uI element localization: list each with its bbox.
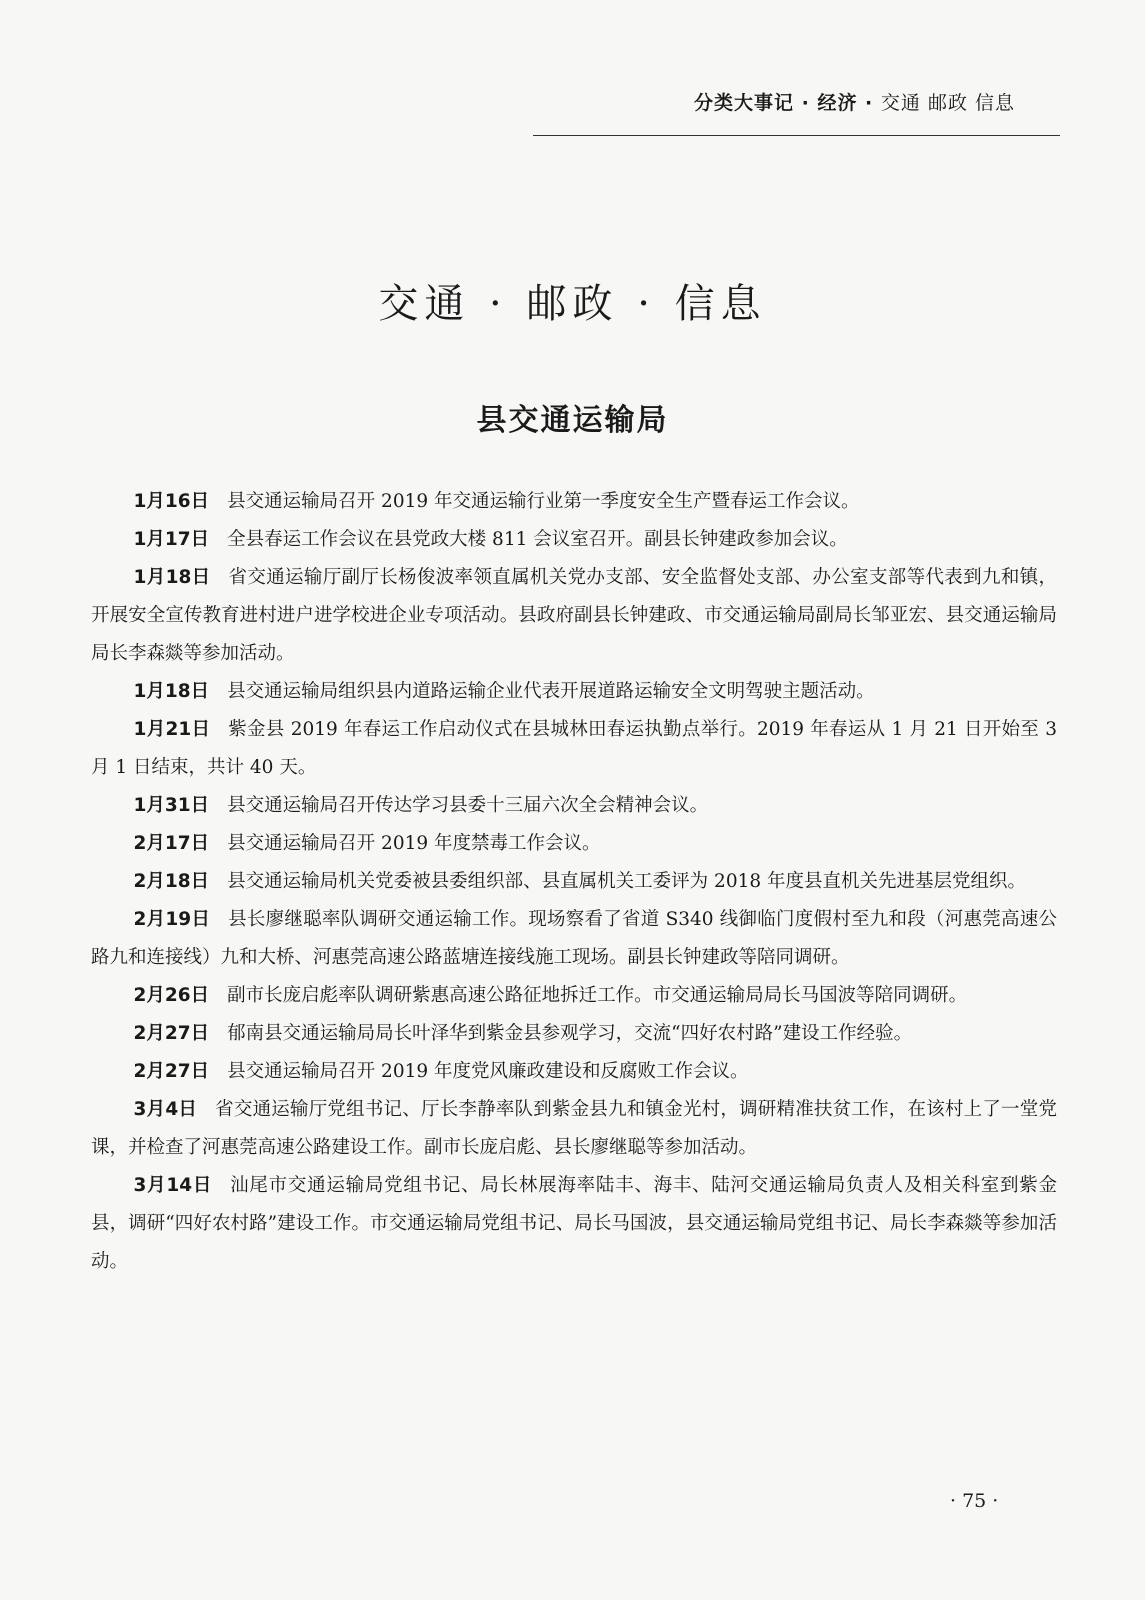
- entry-text: 县交通运输局召开传达学习县委十三届六次全会精神会议。: [227, 795, 709, 816]
- chronicle-entry: [91, 1091, 1057, 1167]
- running-header-section: 交通 邮政 信息: [880, 92, 1015, 114]
- entry-date: 1月16日: [133, 491, 210, 512]
- entry-text: 县交通运输局召开 2019 年度党风廉政建设和反腐败工作会议。: [227, 1061, 749, 1082]
- entry-date: 3月14日: [133, 1175, 213, 1196]
- chronicle-entry: [91, 863, 1057, 901]
- chronicle-entry: [91, 1053, 1057, 1091]
- entry-text: 全县春运工作会议在县党政大楼 811 会议室召开。副县长钟建政参加会议。: [227, 529, 848, 550]
- chronicle-entry: [91, 787, 1057, 825]
- entry-text: 县交通运输局机关党委被县委组织部、县直属机关工委评为 2018 年度县直机关先进基层党组织。: [227, 871, 1027, 892]
- entry-date: 2月27日: [133, 1061, 210, 1082]
- chronicle-entry: [91, 483, 1057, 521]
- entry-date: 1月31日: [133, 795, 210, 816]
- running-header-category: 分类大事记 · 经济 ·: [694, 92, 881, 114]
- entry-text: 县长廖继聪率队调研交通运输工作。现场察看了省道 S340 线御临门度假村至九和段（河惠莞高速公路九和连接线）九和大桥、河惠莞高速公路蓝塘连接线施工现场。副县长钟建政等陪同调研。: [91, 909, 1057, 968]
- entry-date: 2月19日: [133, 909, 211, 930]
- chronicle-entry: [91, 1167, 1057, 1281]
- page-number: · 75 ·: [950, 1490, 999, 1512]
- entry-date: 1月18日: [133, 567, 211, 588]
- entry-date: 2月27日: [133, 1023, 210, 1044]
- entry-text: 县交通运输局召开 2019 年度禁毒工作会议。: [227, 833, 601, 854]
- entry-text: 汕尾市交通运输局党组书记、局长林展海率陆丰、海丰、陆河交通运输局负责人及相关科室到紫金县，调研“四好农村路”建设工作。市交通运输局党组书记、局长马国波，县交通运输局党组书记、局长李森燚等参加活动。: [91, 1175, 1057, 1272]
- sub-title: 县交通运输局: [476, 403, 669, 438]
- entry-text: 省交通运输厅党组书记、厅长李静率队到紫金县九和镇金光村，调研精准扶贫工作，在该村上了一堂党课，并检查了河惠莞高速公路建设工作。副市长庞启彪、县长廖继聪等参加活动。: [91, 1099, 1057, 1158]
- chronicle-entry: [91, 711, 1057, 787]
- entry-text: 省交通运输厅副厅长杨俊波率领直属机关党办支部、安全监督处支部、办公室支部等代表到九和镇，开展安全宣传教育进村进户进学校进企业专项活动。县政府副县长钟建政、市交通运输局副局长邹亚宏、县交通运输局局长李森燚等参加活动。: [91, 567, 1057, 664]
- entry-date: 2月18日: [133, 871, 210, 892]
- chronicle-entries: [91, 483, 1057, 1281]
- chronicle-entry: [91, 825, 1057, 863]
- chronicle-entry: [91, 559, 1057, 673]
- chronicle-entry: [91, 977, 1057, 1015]
- entry-text: 郁南县交通运输局局长叶泽华到紫金县参观学习，交流“四好农村路”建设工作经验。: [227, 1023, 913, 1044]
- entry-date: 1月21日: [133, 719, 211, 740]
- chronicle-entry: [91, 1015, 1057, 1053]
- running-header: [694, 88, 1015, 115]
- entry-date: 1月18日: [133, 681, 210, 702]
- entry-date: 1月17日: [133, 529, 210, 550]
- chronicle-entry: [91, 521, 1057, 559]
- entry-text: 县交通运输局组织县内道路运输企业代表开展道路运输安全文明驾驶主题活动。: [227, 681, 875, 702]
- section-title: 交通 · 邮政 · 信息: [378, 281, 767, 327]
- entry-text: 紫金县 2019 年春运工作启动仪式在县城林田春运执勤点举行。2019 年春运从 1 月 21 日开始至 3 月 1 日结束，共计 40 天。: [91, 719, 1057, 778]
- entry-text: 县交通运输局召开 2019 年交通运输行业第一季度安全生产暨春运工作会议。: [227, 491, 860, 512]
- entry-date: 3月4日: [133, 1099, 198, 1120]
- chronicle-entry: [91, 901, 1057, 977]
- entry-date: 2月26日: [133, 985, 210, 1006]
- entry-date: 2月17日: [133, 833, 210, 854]
- header-rule: [533, 135, 1060, 136]
- chronicle-entry: [91, 673, 1057, 711]
- entry-text: 副市长庞启彪率队调研紫惠高速公路征地拆迁工作。市交通运输局局长马国波等陪同调研。: [227, 985, 968, 1006]
